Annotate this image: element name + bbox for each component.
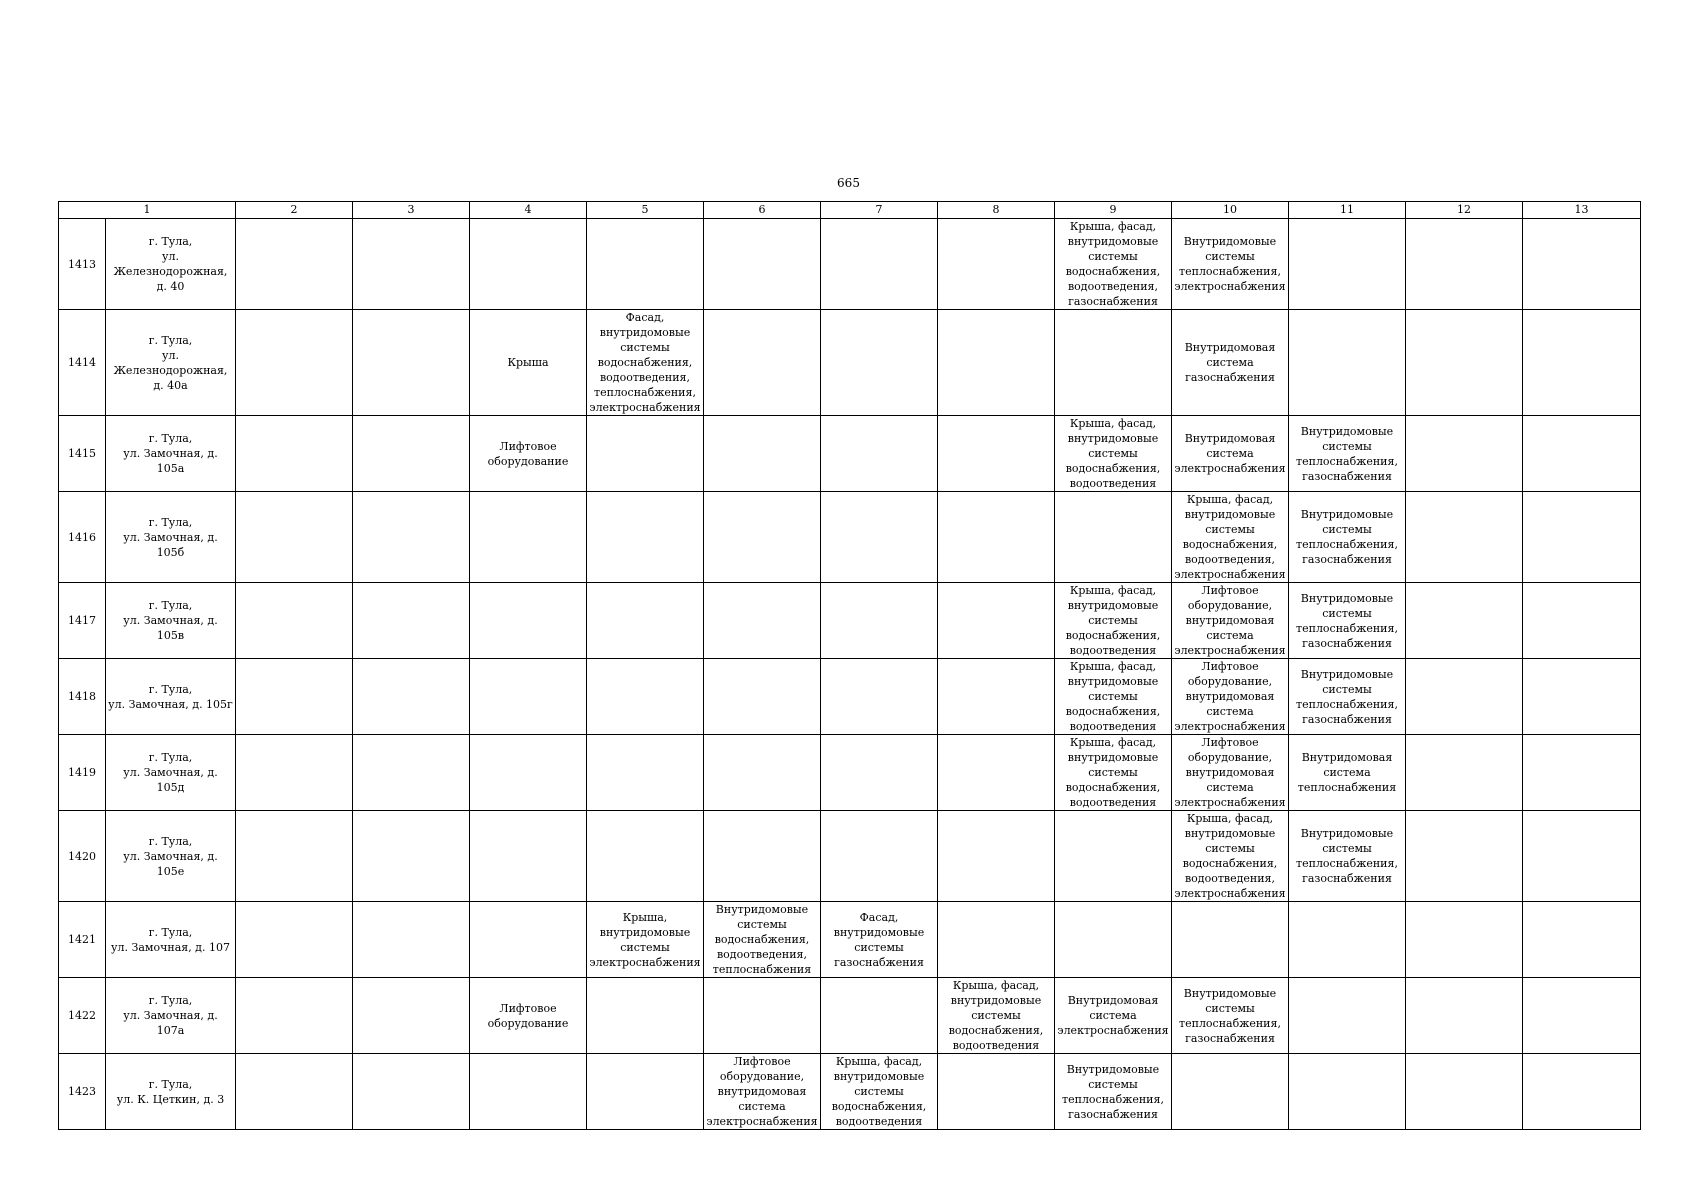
work-cell-col-9 [1055,902,1172,978]
work-cell-col-12 [1406,1054,1523,1130]
work-cell-col-12 [1406,811,1523,902]
work-cell-col-11 [1289,978,1406,1054]
address-cell [106,219,236,310]
work-cell-col-7 [821,811,938,902]
column-header: 5 [587,202,704,219]
table-row [59,902,1641,978]
address-cell [106,492,236,583]
work-cell-col-9 [1055,416,1172,492]
work-cell-col-12 [1406,659,1523,735]
work-text: Внутридомовые системы теплоснабжения, электроснабжения [1174,235,1286,293]
work-cell-col-10 [1172,659,1289,735]
row-number: 1422 [59,978,106,1054]
work-cell-col-6 [704,492,821,583]
work-cell-col-11 [1289,492,1406,583]
work-cell-col-9 [1055,1054,1172,1130]
work-cell-col-9 [1055,735,1172,811]
column-header: 2 [236,202,353,219]
work-cell-col-2 [236,583,353,659]
work-text: Лифтовое оборудование [487,1001,569,1030]
work-cell-col-4 [470,735,587,811]
work-cell-col-10 [1172,735,1289,811]
work-cell-col-9 [1055,978,1172,1054]
work-text: Внутридомовые системы теплоснабжения, газоснабжения [1296,667,1398,726]
address-line: г. Тула, [148,599,193,612]
work-text: Фасад, внутридомовые системы газоснабжения [833,910,925,969]
work-cell-col-5 [587,811,704,902]
work-text: Крыша, фасад, внутридомовые системы водоснабжения, водоотведения, электроснабжения [1174,493,1286,581]
row-number: 1416 [59,492,106,583]
work-cell-col-7 [821,1054,938,1130]
header-row [59,202,1641,219]
work-cell-col-11 [1289,1054,1406,1130]
work-cell-col-12 [1406,583,1523,659]
work-cell-col-3 [353,219,470,310]
work-cell-col-5 [587,310,704,416]
work-cell-col-12 [1406,735,1523,811]
work-cell-col-5 [587,735,704,811]
work-cell-col-2 [236,978,353,1054]
work-cell-col-11 [1289,583,1406,659]
column-header: 12 [1406,202,1523,219]
work-cell-col-2 [236,219,353,310]
work-cell-col-5 [587,902,704,978]
row-number: 1415 [59,416,106,492]
address-cell [106,310,236,416]
address-line: ул. Замочная, д. 105г [108,697,233,711]
table-row [59,978,1641,1054]
work-cell-col-5 [587,492,704,583]
work-cell-col-11 [1289,735,1406,811]
work-text: Внутридомовая система электроснабжения [1057,994,1169,1037]
work-cell-col-13 [1523,583,1641,659]
work-cell-col-3 [353,978,470,1054]
address-cell [106,1054,236,1130]
work-cell-col-10 [1172,219,1289,310]
work-cell-col-12 [1406,416,1523,492]
work-cell-col-7 [821,416,938,492]
address-cell [106,811,236,902]
work-cell-col-10 [1172,978,1289,1054]
column-header: 4 [470,202,587,219]
work-cell-col-3 [353,492,470,583]
page-number: 665 [837,176,860,190]
work-cell-col-7 [821,219,938,310]
work-cell-col-9 [1055,310,1172,416]
table-row [59,492,1641,583]
address-line: г. Тула, [148,834,193,848]
work-cell-col-2 [236,902,353,978]
work-text: Крыша, фасад, внутридомовые системы водоснабжения, водоотведения [948,979,1044,1052]
column-header: 6 [704,202,821,219]
work-cell-col-4 [470,978,587,1054]
work-text: Внутридомовые системы теплоснабжения, газоснабжения [1296,508,1398,566]
work-cell-col-12 [1406,219,1523,310]
table-row [59,219,1641,310]
work-cell-col-13 [1523,492,1641,583]
work-cell-col-10 [1172,583,1289,659]
work-cell-col-13 [1523,978,1641,1054]
work-cell-col-11 [1289,902,1406,978]
address-cell [106,659,236,735]
work-cell-col-13 [1523,659,1641,735]
work-cell-col-8 [938,310,1055,416]
work-cell-col-4 [470,583,587,659]
address-line: ул. К. Цеткин, д. 3 [116,1092,225,1106]
work-cell-col-5 [587,978,704,1054]
work-text: Крыша [507,356,549,369]
column-header: 9 [1055,202,1172,219]
work-text: Внутридомовая система теплоснабжения [1297,751,1397,794]
work-text: Фасад, внутридомовые системы водоснабжения, водоотведения, теплоснабжения, электроснабжения [589,311,701,414]
work-cell-col-11 [1289,416,1406,492]
work-text: Внутридомовые системы теплоснабжения, газоснабжения [1296,424,1398,483]
work-cell-col-6 [704,219,821,310]
work-cell-col-3 [353,1054,470,1130]
work-cell-col-13 [1523,735,1641,811]
work-cell-col-4 [470,811,587,902]
column-header: 11 [1289,202,1406,219]
row-number: 1421 [59,902,106,978]
row-number: 1413 [59,219,106,310]
table-body [59,219,1641,1130]
work-cell-col-9 [1055,811,1172,902]
address-line: г. Тула, [148,1077,193,1091]
work-cell-col-13 [1523,1054,1641,1130]
work-cell-col-2 [236,1054,353,1130]
work-cell-col-8 [938,492,1055,583]
work-cell-col-4 [470,902,587,978]
work-cell-col-12 [1406,492,1523,583]
address-line: ул. Железнодорожная, [113,250,228,278]
work-cell-col-4 [470,659,587,735]
work-cell-col-13 [1523,219,1641,310]
work-cell-col-12 [1406,902,1523,978]
address-line: г. Тула, [148,333,193,347]
work-cell-col-4 [470,219,587,310]
address-line: ул. Замочная, д. 105б [123,530,218,559]
row-number: 1423 [59,1054,106,1130]
work-cell-col-7 [821,978,938,1054]
work-cell-col-10 [1172,1054,1289,1130]
work-cell-col-8 [938,1054,1055,1130]
work-cell-col-2 [236,310,353,416]
work-cell-col-4 [470,310,587,416]
work-cell-col-7 [821,310,938,416]
address-line: д. 40 [156,280,185,293]
work-text: Лифтовое оборудование, внутридомовая система электроснабжения [706,1055,818,1128]
work-cell-col-6 [704,583,821,659]
work-cell-col-5 [587,1054,704,1130]
work-text: Крыша, фасад, внутридомовые системы водоснабжения, водоотведения [1065,417,1161,490]
work-text: Крыша, внутридомовые системы электроснабжения [589,910,701,969]
work-cell-col-8 [938,416,1055,492]
table-row [59,735,1641,811]
work-text: Внутридомовые системы теплоснабжения, газоснабжения [1179,986,1281,1045]
work-cell-col-3 [353,659,470,735]
work-cell-col-3 [353,902,470,978]
address-cell [106,735,236,811]
work-text: Внутридомовые системы теплоснабжения, газоснабжения [1296,591,1398,650]
work-text: Крыша, фасад, внутридомовые системы водоснабжения, водоотведения [1065,584,1161,657]
work-cell-col-5 [587,219,704,310]
work-cell-col-5 [587,659,704,735]
address-cell [106,416,236,492]
work-text: Внутридомовые системы теплоснабжения, газоснабжения [1296,827,1398,885]
work-text: Внутридомовые системы теплоснабжения, газоснабжения [1062,1062,1164,1121]
work-cell-col-12 [1406,310,1523,416]
work-cell-col-10 [1172,310,1289,416]
address-cell [106,902,236,978]
work-cell-col-13 [1523,310,1641,416]
work-cell-col-2 [236,659,353,735]
work-cell-col-8 [938,978,1055,1054]
work-cell-col-9 [1055,583,1172,659]
work-cell-col-8 [938,735,1055,811]
address-line: ул. Замочная, д. 107 [111,940,230,954]
work-cell-col-10 [1172,492,1289,583]
work-text: Внутридомовая система электроснабжения [1174,432,1286,475]
address-line: ул. Железнодорожная, [113,348,228,377]
address-line: ул. Замочная, д. 105е [123,849,218,878]
work-cell-col-13 [1523,811,1641,902]
work-cell-col-7 [821,583,938,659]
work-cell-col-7 [821,659,938,735]
work-cell-col-7 [821,902,938,978]
table-row [59,811,1641,902]
work-cell-col-11 [1289,310,1406,416]
work-cell-col-8 [938,902,1055,978]
column-header: 3 [353,202,470,219]
row-number: 1420 [59,811,106,902]
work-cell-col-2 [236,416,353,492]
work-cell-col-10 [1172,811,1289,902]
work-text: Лифтовое оборудование, внутридомовая система электроснабжения [1174,660,1286,733]
row-number: 1419 [59,735,106,811]
column-header: 8 [938,202,1055,219]
work-text: Крыша, фасад, внутридомовые системы водоснабжения, водоотведения [1065,736,1161,809]
work-cell-col-2 [236,735,353,811]
address-line: г. Тула, [148,925,193,939]
work-text: Крыша, фасад, внутридомовые системы водоснабжения, водоотведения [1065,660,1161,733]
work-cell-col-2 [236,492,353,583]
table-row [59,583,1641,659]
work-text: Лифтовое оборудование, внутридомовая система электроснабжения [1174,584,1286,657]
work-cell-col-8 [938,219,1055,310]
work-cell-col-11 [1289,811,1406,902]
work-text: Лифтовое оборудование [487,439,569,468]
row-number: 1414 [59,310,106,416]
work-cell-col-4 [470,492,587,583]
work-cell-col-9 [1055,492,1172,583]
work-cell-col-10 [1172,416,1289,492]
work-cell-col-11 [1289,659,1406,735]
address-line: ул. Замочная, д. 105а [123,447,218,475]
address-line: г. Тула, [148,515,193,529]
work-cell-col-5 [587,583,704,659]
work-cell-col-3 [353,811,470,902]
table-row [59,416,1641,492]
work-cell-col-7 [821,492,938,583]
work-cell-col-3 [353,735,470,811]
work-cell-col-6 [704,811,821,902]
address-cell [106,583,236,659]
work-cell-col-6 [704,1054,821,1130]
work-cell-col-6 [704,902,821,978]
work-text: Внутридомовая система газоснабжения [1184,341,1276,384]
address-cell [106,978,236,1054]
work-cell-col-8 [938,811,1055,902]
repair-schedule-table [58,201,1641,1130]
work-cell-col-9 [1055,659,1172,735]
column-header: 1 [59,202,236,219]
column-header: 10 [1172,202,1289,219]
work-text: Крыша, фасад, внутридомовые системы водоснабжения, водоотведения, газоснабжения [1065,220,1161,308]
address-line: ул. Замочная, д. 105в [123,614,218,642]
address-line: г. Тула, [148,235,193,248]
work-text: Крыша, фасад, внутридомовые системы водоснабжения, водоотведения, электроснабжения [1174,812,1286,900]
work-cell-col-6 [704,735,821,811]
table-row [59,310,1641,416]
address-line: ул. Замочная, д. 105д [123,766,218,794]
table-row [59,1054,1641,1130]
address-line: г. Тула, [148,994,193,1007]
work-cell-col-6 [704,310,821,416]
column-header: 7 [821,202,938,219]
work-cell-col-13 [1523,902,1641,978]
work-cell-col-3 [353,310,470,416]
work-cell-col-10 [1172,902,1289,978]
work-cell-col-7 [821,735,938,811]
row-number: 1418 [59,659,106,735]
work-cell-col-3 [353,583,470,659]
work-cell-col-6 [704,659,821,735]
work-cell-col-2 [236,811,353,902]
address-line: д. 40а [153,378,188,392]
address-line: г. Тула, [148,682,193,696]
column-header: 13 [1523,202,1641,219]
address-line: г. Тула, [148,432,193,445]
row-number: 1417 [59,583,106,659]
work-cell-col-4 [470,1054,587,1130]
work-cell-col-8 [938,659,1055,735]
work-cell-col-5 [587,416,704,492]
work-cell-col-4 [470,416,587,492]
address-line: ул. Замочная, д. 107а [123,1009,218,1037]
address-line: г. Тула, [148,751,193,764]
work-cell-col-12 [1406,978,1523,1054]
work-text: Лифтовое оборудование, внутридомовая система электроснабжения [1174,736,1286,809]
work-cell-col-13 [1523,416,1641,492]
work-cell-col-9 [1055,219,1172,310]
work-text: Внутридомовые системы водоснабжения, водоотведения, теплоснабжения [712,903,812,976]
work-cell-col-6 [704,416,821,492]
work-cell-col-3 [353,416,470,492]
work-cell-col-11 [1289,219,1406,310]
table-row [59,659,1641,735]
work-text: Крыша, фасад, внутридомовые системы водоснабжения, водоотведения [831,1055,927,1128]
work-cell-col-6 [704,978,821,1054]
work-cell-col-8 [938,583,1055,659]
